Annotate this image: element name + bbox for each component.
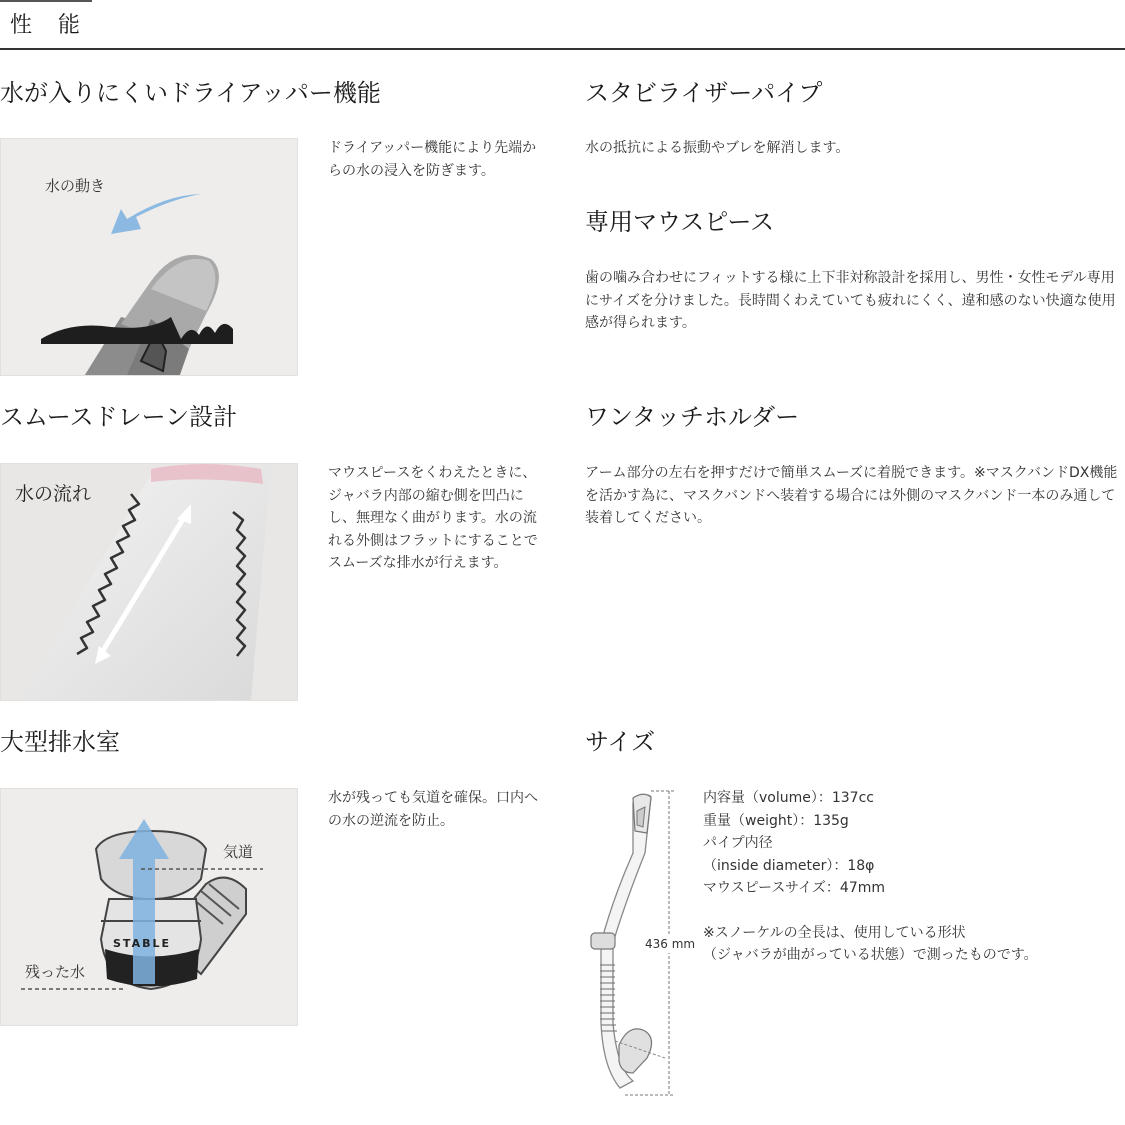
size-note-line-1: ※スノーケルの全長は、使用している形状 [703, 924, 966, 941]
stable-mark: STABLE [113, 937, 171, 950]
one-touch-holder-text: アーム部分の左右を押すだけで簡単スムーズに着脱できます。※マスクバンドDX機能を活かす為に、マスクバンドへ装着する場合には外側のマスクバンド一本のみ通して装着してください。 [585, 465, 1118, 526]
section-title-stabilizer-pipe: スタビライザーパイプ [585, 79, 823, 107]
water-flow-label: 水の流れ [15, 483, 92, 505]
spec-inside-diameter: （inside diameter）：18φ [703, 857, 875, 874]
section-title-one-touch-holder: ワンタッチホルダー [585, 403, 800, 431]
header-tab-line [0, 0, 92, 2]
spec-mouthpiece-size: マウスピースサイズ：47mm [703, 880, 886, 896]
size-specs [703, 787, 1123, 967]
page-title: 性 能 [10, 13, 83, 38]
water-movement-label: 水の動き [45, 177, 106, 195]
mouthpiece-text: 歯の噛み合わせにフィットする様に上下非対称設計を採用し、男性・女性モデル専用にサイズを分けました。長時間くわえていても疲れにくく、違和感のない快適な使用感が得られます。 [585, 270, 1116, 331]
dry-upper-image [0, 138, 298, 376]
section-title-mouthpiece: 専用マウスピース [585, 208, 775, 236]
residual-water-label: 残った水 [25, 963, 86, 981]
smooth-drain-text: マウスピースをくわえたときに、ジャバラ内部の縮む側を凹凸にし、無理なく曲がります。水の流れる外側はフラットにすることでスムーズな排水が行えます。 [328, 465, 538, 571]
drain-chamber-text: 水が残っても気道を確保。口内への水の逆流を防止。 [328, 790, 538, 829]
spec-pipe-inner-diameter: パイプ内径 [703, 835, 773, 851]
drain-chamber-image [0, 788, 298, 1026]
airway-label: 気道 [223, 843, 254, 861]
section-title-smooth-drain: スムースドレーン設計 [0, 403, 238, 431]
dry-upper-text: ドライアッパー機能により先端からの水の浸入を防ぎます。 [328, 140, 537, 179]
section-title-dry-upper: 水が入りにくいドライアッパー機能 [0, 79, 381, 107]
total-length-label: 436 mm [645, 937, 696, 951]
size-note-line-2: （ジャバラが曲がっている状態）で測ったものです。 [703, 947, 1038, 963]
header-divider [0, 48, 1125, 50]
snorkel-size-diagram [585, 783, 700, 1103]
spec-volume: 内容量（volume）：137cc [703, 790, 874, 806]
section-title-drain-chamber: 大型排水室 [0, 728, 120, 756]
spec-weight: 重量（weight）：135g [703, 812, 849, 829]
smooth-drain-image [0, 463, 298, 701]
section-title-size: サイズ [585, 728, 656, 756]
stabilizer-pipe-text: 水の抵抗による振動やブレを解消します。 [585, 140, 850, 156]
